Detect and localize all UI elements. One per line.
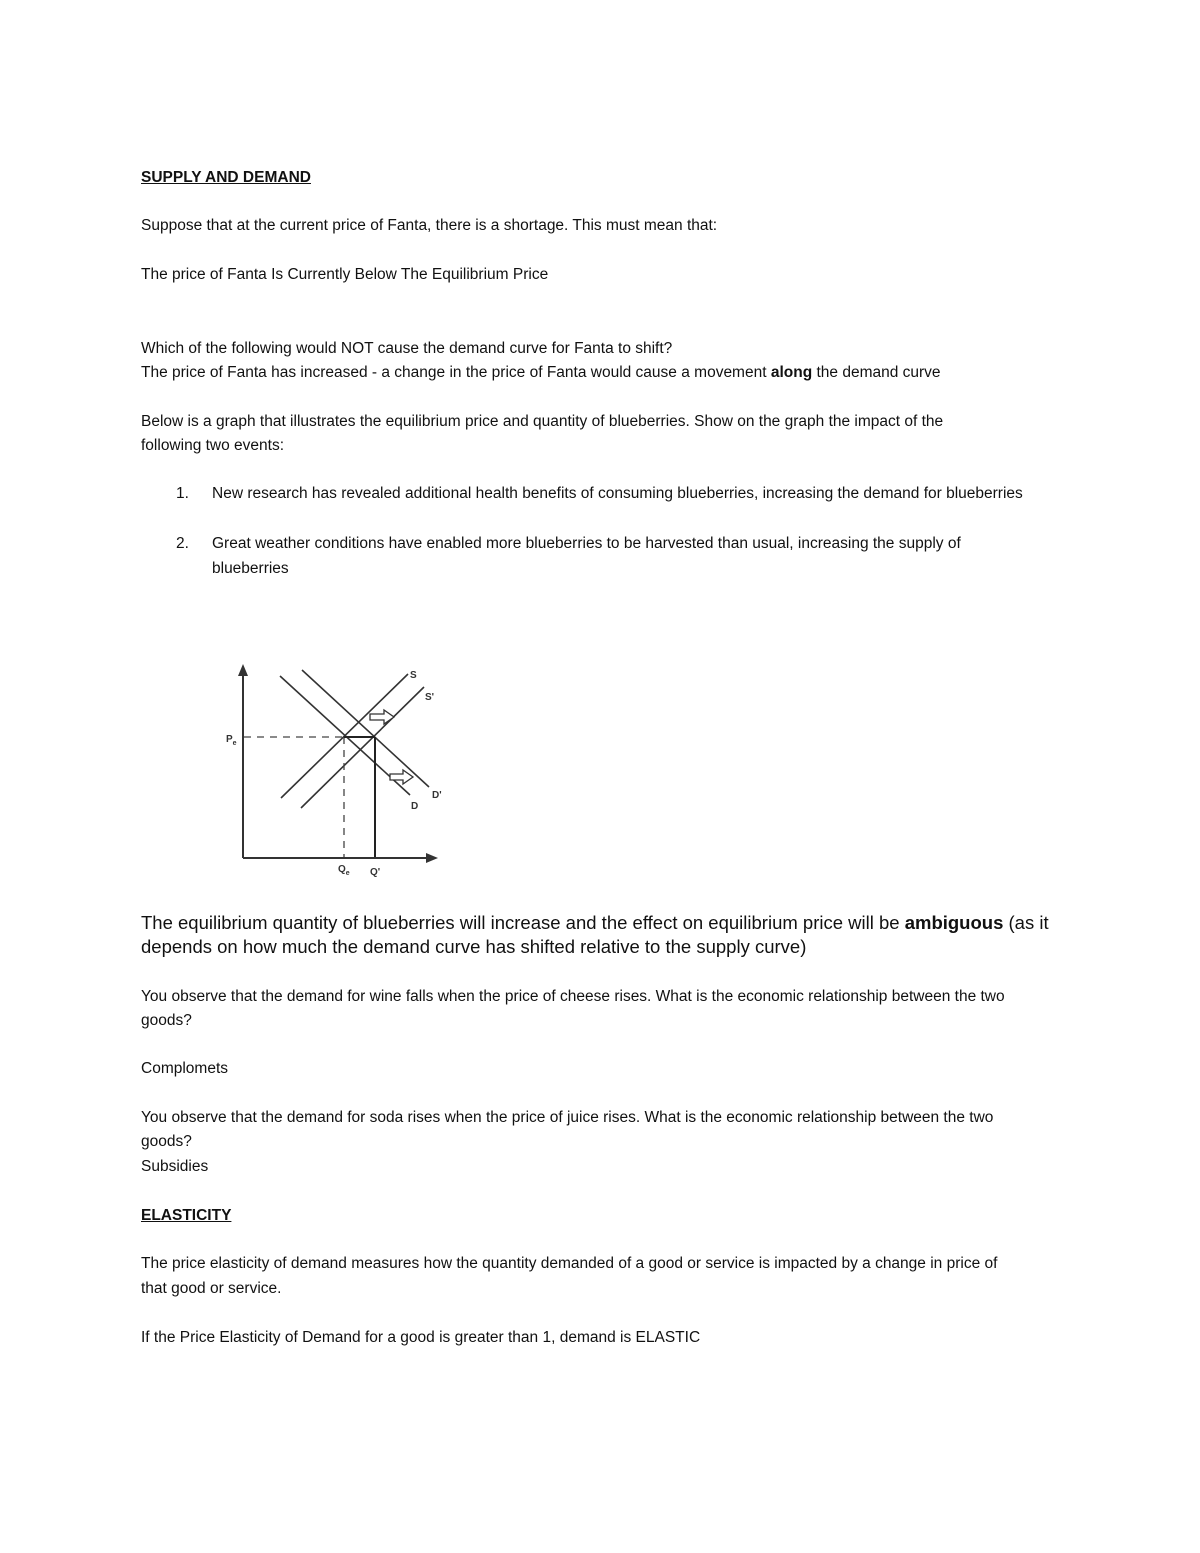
answer-demand-shift: The price of Fanta has increased - a change in the price of Fanta would cause a movement along the demand curve — [141, 364, 941, 381]
answer-wine-cheese: Complomets — [141, 1060, 228, 1077]
label-quantity: $Q_e$ — [338, 864, 350, 877]
y-axis-arrowhead — [238, 664, 248, 676]
label-s-prime: S' — [425, 692, 435, 703]
list-item: New research has revealed additional health benefits of consuming blueberries, increasing the demand for blueberries — [212, 485, 1023, 502]
list-item-number: 2. — [176, 535, 189, 552]
answer-soda-juice: Subsidies — [141, 1158, 209, 1175]
elasticity-definition-line2: that good or service. — [141, 1280, 282, 1297]
supply-shift-arrow-icon — [370, 710, 394, 724]
heading-supply-and-demand: SUPPLY AND DEMAND — [141, 169, 311, 186]
elasticity-definition-line1: The price elasticity of demand measures how the quantity demanded of a good or service is impacted by a change in price of — [141, 1255, 998, 1272]
question-wine-cheese-line1: You observe that the demand for wine falls when the price of cheese rises. What is the economic relationship between the two — [141, 988, 1005, 1005]
label-d-prime: D' — [432, 790, 442, 801]
demand-curve-d-prime — [302, 670, 429, 787]
list-item: Great weather conditions have enabled more blueberries to be harvested than usual, increasing the supply of blueberries — [212, 535, 961, 577]
question-blueberries-line1: Below is a graph that illustrates the equilibrium price and quantity of blueberries. Show on the graph the impact of the — [141, 413, 944, 430]
x-axis-arrowhead — [426, 853, 438, 863]
question-soda-juice-line2: goods? — [141, 1133, 192, 1150]
answer-blueberries-line2: depends on how much the demand curve has shifted relative to the supply curve) — [141, 936, 807, 957]
heading-elasticity: ELASTICITY — [141, 1207, 232, 1224]
label-d: D — [411, 801, 419, 812]
question-wine-cheese-line2: goods? — [141, 1012, 192, 1029]
question-shortage: Suppose that at the current price of Fanta, there is a shortage. This must mean that: — [141, 217, 718, 234]
label-s: S — [410, 670, 417, 681]
question-blueberries-line2: following two events: — [141, 437, 285, 454]
elasticity-statement: If the Price Elasticity of Demand for a good is greater than 1, demand is ELASTIC — [141, 1329, 701, 1346]
question-demand-shift: Which of the following would NOT cause the demand curve for Fanta to shift? — [141, 340, 673, 357]
label-price: $P_e$ — [226, 734, 237, 747]
question-soda-juice-line1: You observe that the demand for soda rises when the price of juice rises. What is the economic relationship between the two — [141, 1109, 994, 1126]
demand-shift-arrow-icon — [390, 770, 413, 784]
list-item-number: 1. — [176, 485, 189, 502]
answer-shortage: The price of Fanta Is Currently Below The Equilibrium Price — [141, 266, 549, 283]
answer-blueberries-line1: The equilibrium quantity of blueberries will increase and the effect on equilibrium price will be ambiguous (as it — [141, 912, 1049, 933]
label-quantity-prime: Q' — [370, 867, 381, 878]
